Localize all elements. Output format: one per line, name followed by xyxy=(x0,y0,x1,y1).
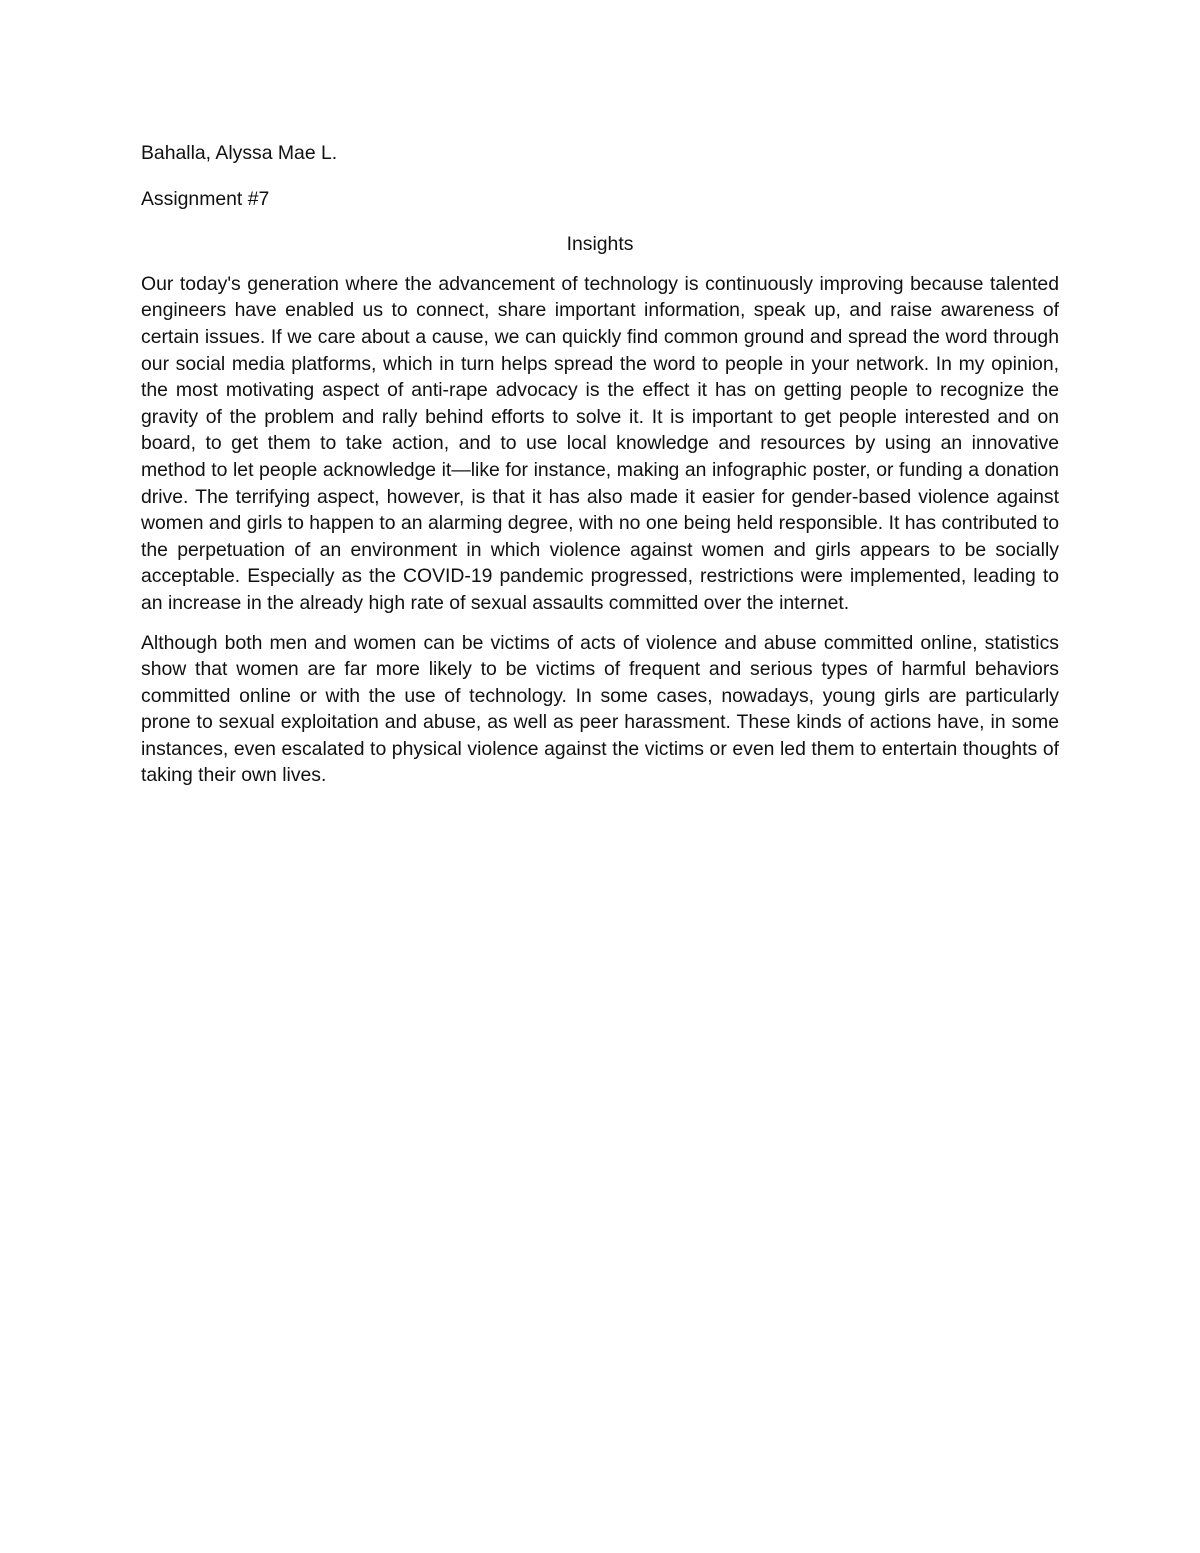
paragraph-1: Our today's generation where the advancement of technology is continuously improving because talented engineers have enabled us to connect, share important information, speak up, and raise awareness of certain issues. If we care about a cause, we can quickly find common ground and spread the word through our social media platforms, which in turn helps spread the word to people in your network. In my opinion, the most motivating aspect of anti-rape advocacy is the effect it has on getting people to recognize the gravity of the problem and rally behind efforts to solve it. It is important to get people interested and on board, to get them to take action, and to use local knowledge and resources by using an innovative method to let people acknowledge it—like for instance, making an infographic poster, or funding a donation drive. The terrifying aspect, however, is that it has also made it easier for gender-based violence against women and girls to happen to an alarming degree, with no one being held responsible. It has contributed to the perpetuation of an environment in which violence against women and girls appears to be socially acceptable. Especially as the COVID-19 pandemic progressed, restrictions were implemented, leading to an increase in the already high rate of sexual assaults committed over the internet. xyxy=(141,272,1059,614)
paragraph-2: Although both men and women can be victims of acts of violence and abuse committed online, statistics show that women are far more likely to be victims of frequent and serious types of harmful behaviors committed online or with the use of technology. In some cases, nowadays, young girls are particularly prone to sexual exploitation and abuse, as well as peer harassment. These kinds of actions have, in some instances, even escalated to physical violence against the victims or even led them to entertain thoughts of taking their own lives. xyxy=(141,631,1059,787)
assignment-label: Assignment #7 xyxy=(141,187,270,210)
document-title: Insights xyxy=(566,233,634,256)
author-name: Bahalla, Alyssa Mae L. xyxy=(141,142,338,164)
document-body xyxy=(141,140,1059,789)
